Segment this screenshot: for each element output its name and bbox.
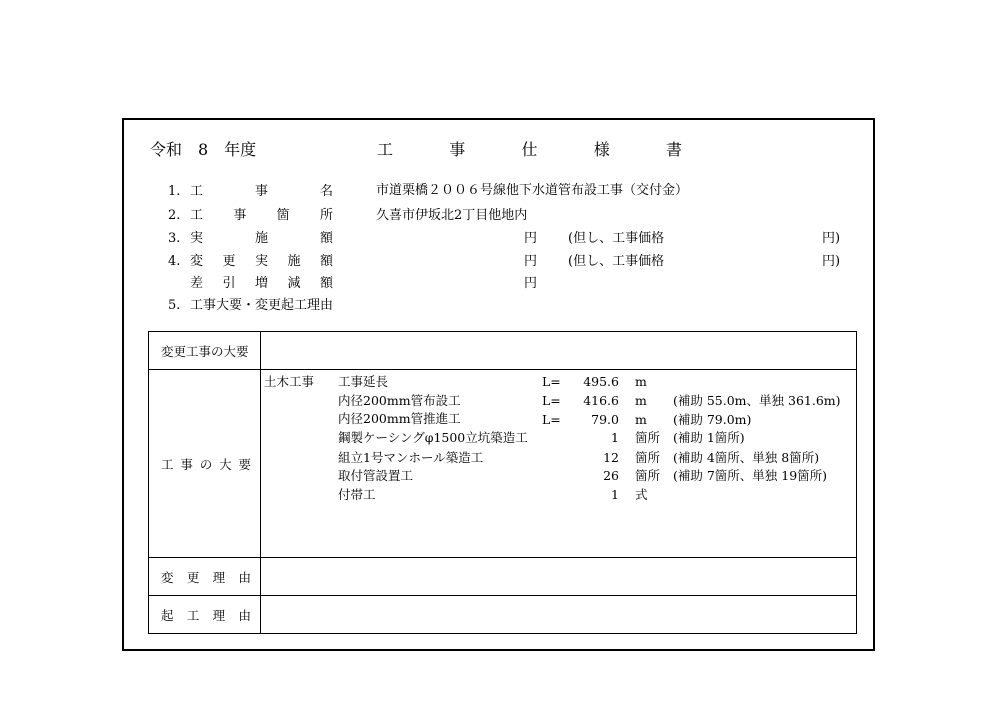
work-summary-cell <box>261 370 857 558</box>
start-reason-value-cell <box>261 596 857 634</box>
label-char: 額 <box>319 254 333 269</box>
summary-table <box>148 331 857 634</box>
title-char: 書 <box>665 140 682 159</box>
work-name: 取付管設置工 <box>338 468 414 483</box>
work-name: 付帯工 <box>338 487 376 502</box>
label-char: 実 <box>254 254 268 269</box>
item-label-summary-reason: 工事大要・変更起工理由 <box>190 298 334 313</box>
label-char: 由 <box>238 607 251 623</box>
label-char: 額 <box>319 276 333 291</box>
label-char: 施 <box>254 231 268 246</box>
work-prefix: L= <box>542 412 561 427</box>
label-char: 額 <box>319 231 333 246</box>
work-name: 工事延長 <box>338 374 389 389</box>
work-unit: 式 <box>635 487 648 502</box>
change-summary-label-cell <box>149 332 261 370</box>
label-char: 実 <box>190 231 204 246</box>
label-char: 減 <box>287 276 301 291</box>
label-char: 要 <box>238 456 251 472</box>
label-char: の <box>199 456 213 472</box>
label-char: 名 <box>319 184 333 199</box>
work-category: 土木工事 <box>264 374 315 389</box>
label-char: 理 <box>212 569 226 585</box>
label-char: 変 <box>161 569 174 585</box>
label-char: 由 <box>238 569 251 585</box>
label-char: 更 <box>222 254 236 269</box>
label-char: 差 <box>190 276 204 291</box>
work-quantity: 26 <box>603 468 619 483</box>
title-char: 工 <box>377 140 394 159</box>
work-note: (補助 79.0m) <box>673 412 752 427</box>
work-unit: m <box>635 412 647 427</box>
summary-label <box>149 455 260 473</box>
work-unit: m <box>635 393 647 408</box>
price-note-close: 円) <box>822 231 841 246</box>
price-note-open: (但し、工事価格 <box>568 231 665 246</box>
table-row <box>149 558 857 596</box>
item-number: 1. <box>168 184 181 199</box>
item-label-project-name <box>190 185 333 198</box>
work-note: (補助 55.0m、単独 361.6m) <box>673 393 841 408</box>
item-label-amount <box>190 232 333 245</box>
location-value: 久喜市伊坂北2丁目他地内 <box>376 208 528 223</box>
work-name: 内径200mm管推進工 <box>338 411 461 426</box>
item-label-difference <box>190 277 333 290</box>
item-number: 4. <box>168 254 181 269</box>
label-char: 引 <box>222 276 236 291</box>
label-char: 事 <box>233 208 247 223</box>
price-note-close: 円) <box>822 254 841 269</box>
change-reason-value-cell <box>261 558 857 596</box>
work-name: 鋼製ケーシングφ1500立坑築造工 <box>338 430 528 445</box>
label-char: 工 <box>186 607 200 623</box>
label-char: 工 <box>190 184 204 199</box>
start-reason-label-cell <box>149 596 261 634</box>
label-char: 事 <box>180 456 193 472</box>
change-reason-label <box>149 568 260 586</box>
document-title <box>377 142 682 158</box>
work-unit: m <box>635 374 647 389</box>
work-unit: 箇所 <box>635 450 661 465</box>
label-char: 施 <box>287 254 301 269</box>
table-row <box>149 596 857 634</box>
fiscal-year: 令和 8 年度 <box>150 140 257 159</box>
label-char: 起 <box>161 607 174 623</box>
label-char: 事 <box>254 184 268 199</box>
change-summary-label: 変更工事の大要 <box>161 343 249 359</box>
work-note: (補助 1箇所) <box>673 430 745 445</box>
label-char: 大 <box>219 456 232 472</box>
work-prefix: L= <box>542 374 561 389</box>
label-char: 工 <box>190 208 204 223</box>
work-name: 内径200mm管布設工 <box>338 393 461 408</box>
work-quantity: 495.6 <box>583 374 619 389</box>
title-char: 仕 <box>521 140 538 159</box>
item-label-location <box>190 209 333 222</box>
yen-mark: 円 <box>524 276 538 291</box>
work-note: (補助 4箇所、単独 8箇所) <box>673 450 820 465</box>
yen-mark: 円 <box>524 231 538 246</box>
label-char: 変 <box>190 254 204 269</box>
yen-mark: 円 <box>524 254 538 269</box>
title-char: 様 <box>593 140 610 159</box>
label-char: 増 <box>254 276 268 291</box>
label-char: 更 <box>186 569 200 585</box>
project-name-value: 市道栗橋２００６号線他下水道管布設工事（交付金） <box>376 183 689 198</box>
title-char: 事 <box>449 140 466 159</box>
table-row <box>149 332 857 370</box>
label-char: 所 <box>319 208 333 223</box>
work-quantity: 1 <box>611 487 619 502</box>
work-name: 組立1号マンホール築造工 <box>338 450 484 465</box>
work-quantity: 416.6 <box>583 393 619 408</box>
table-row <box>149 370 857 558</box>
label-char: 箇 <box>276 208 290 223</box>
work-unit: 箇所 <box>635 468 661 483</box>
work-quantity: 12 <box>603 450 619 465</box>
label-char: 工 <box>161 456 174 472</box>
work-quantity: 1 <box>611 430 619 445</box>
item-number: 3. <box>168 231 181 246</box>
summary-label-cell <box>149 370 261 558</box>
start-reason-label <box>149 606 260 624</box>
label-char: 理 <box>212 607 226 623</box>
item-label-changed-amount <box>190 255 333 268</box>
work-unit: 箇所 <box>635 430 661 445</box>
item-number: 2. <box>168 208 181 223</box>
work-prefix: L= <box>542 393 561 408</box>
price-note-open: (但し、工事価格 <box>568 254 665 269</box>
work-quantity: 79.0 <box>591 412 619 427</box>
change-reason-label-cell <box>149 558 261 596</box>
work-note: (補助 7箇所、単独 19箇所) <box>673 468 828 483</box>
item-number: 5. <box>168 298 181 313</box>
change-summary-value-cell <box>261 332 857 370</box>
